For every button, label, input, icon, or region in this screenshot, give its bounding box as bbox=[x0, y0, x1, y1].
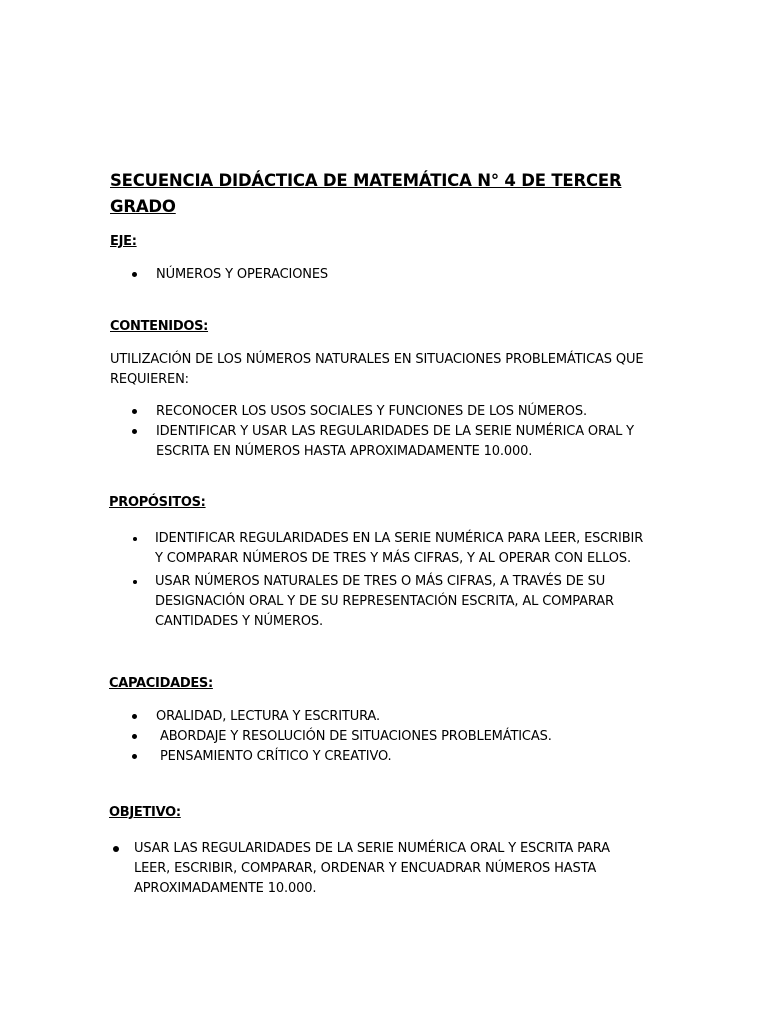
list-item bbox=[134, 839, 644, 899]
capacidades-heading: CAPACIDADES: bbox=[109, 676, 213, 691]
list-item-text: NÚMEROS Y OPERACIONES bbox=[156, 267, 329, 282]
list-item-text: USAR LAS REGULARIDADES DE LA SERIE NUMÉRICA ORAL Y ESCRITA PARA LEER, ESCRIBIR, COMPARAR, ORDENAR Y ENCUADRAR NÚMEROS HASTA APROXIMADAMENTE 10.000. bbox=[134, 841, 610, 896]
eje-list bbox=[156, 265, 656, 285]
list-item-text: USAR NÚMEROS NATURALES DE TRES O MÁS CIFRAS, A TRAVÉS DE SU DESIGNACIÓN ORAL Y DE SU REPRESENTACIÓN ESCRITA, AL COMPARAR CANTIDADES Y NÚMEROS. bbox=[155, 574, 614, 629]
bullet-icon bbox=[132, 429, 137, 434]
bullet-icon bbox=[132, 734, 137, 739]
propositos-list bbox=[155, 529, 645, 632]
bullet-icon bbox=[133, 580, 137, 584]
list-item-text: ORALIDAD, LECTURA Y ESCRITURA. bbox=[156, 709, 380, 724]
list-item bbox=[156, 747, 636, 767]
contenidos-list bbox=[156, 402, 636, 462]
objetivo-heading bbox=[109, 804, 181, 822]
list-item bbox=[156, 422, 636, 462]
eje-heading: EJE: bbox=[110, 234, 137, 249]
document-title: SECUENCIA DIDÁCTICA DE MATEMÁTICA N° 4 DE TERCER GRADO bbox=[110, 171, 622, 216]
list-item bbox=[156, 707, 636, 727]
list-item-text: IDENTIFICAR REGULARIDADES EN LA SERIE NUMÉRICA PARA LEER, ESCRIBIR Y COMPARAR NÚMEROS DE TRES Y MÁS CIFRAS, Y AL OPERAR CON ELLOS. bbox=[155, 531, 644, 566]
bullet-icon bbox=[132, 409, 137, 414]
list-item-text: IDENTIFICAR Y USAR LAS REGULARIDADES DE LA SERIE NUMÉRICA ORAL Y ESCRITA EN NÚMEROS HASTA APROXIMADAMENTE 10.000. bbox=[156, 424, 634, 459]
capacidades-list bbox=[156, 707, 636, 767]
bullet-icon bbox=[132, 714, 137, 719]
list-item-text: ABORDAJE Y RESOLUCIÓN DE SITUACIONES PROBLEMÁTICAS. bbox=[156, 729, 552, 744]
list-item bbox=[156, 265, 656, 285]
bullet-icon bbox=[132, 272, 137, 277]
list-item bbox=[156, 402, 636, 422]
list-item-text: PENSAMIENTO CRÍTICO Y CREATIVO. bbox=[156, 749, 392, 764]
list-item bbox=[155, 529, 645, 569]
bullet-icon bbox=[133, 537, 137, 541]
objetivo-heading-colon: : bbox=[175, 805, 181, 820]
contenidos-heading: CONTENIDOS: bbox=[110, 319, 209, 334]
list-item bbox=[156, 727, 636, 747]
list-item-text: RECONOCER LOS USOS SOCIALES Y FUNCIONES DE LOS NÚMEROS. bbox=[156, 404, 587, 419]
list-item bbox=[155, 572, 645, 632]
propositos-heading: PROPÓSITOS: bbox=[109, 495, 206, 510]
bullet-icon bbox=[132, 754, 137, 759]
objetivo-list bbox=[134, 839, 644, 899]
bullet-icon bbox=[113, 846, 119, 852]
contenidos-intro: UTILIZACIÓN DE LOS NÚMEROS NATURALES EN SITUACIONES PROBLEMÁTICAS QUE REQUIEREN: bbox=[110, 352, 644, 387]
objetivo-heading-text: OBJETIVO bbox=[109, 805, 176, 820]
